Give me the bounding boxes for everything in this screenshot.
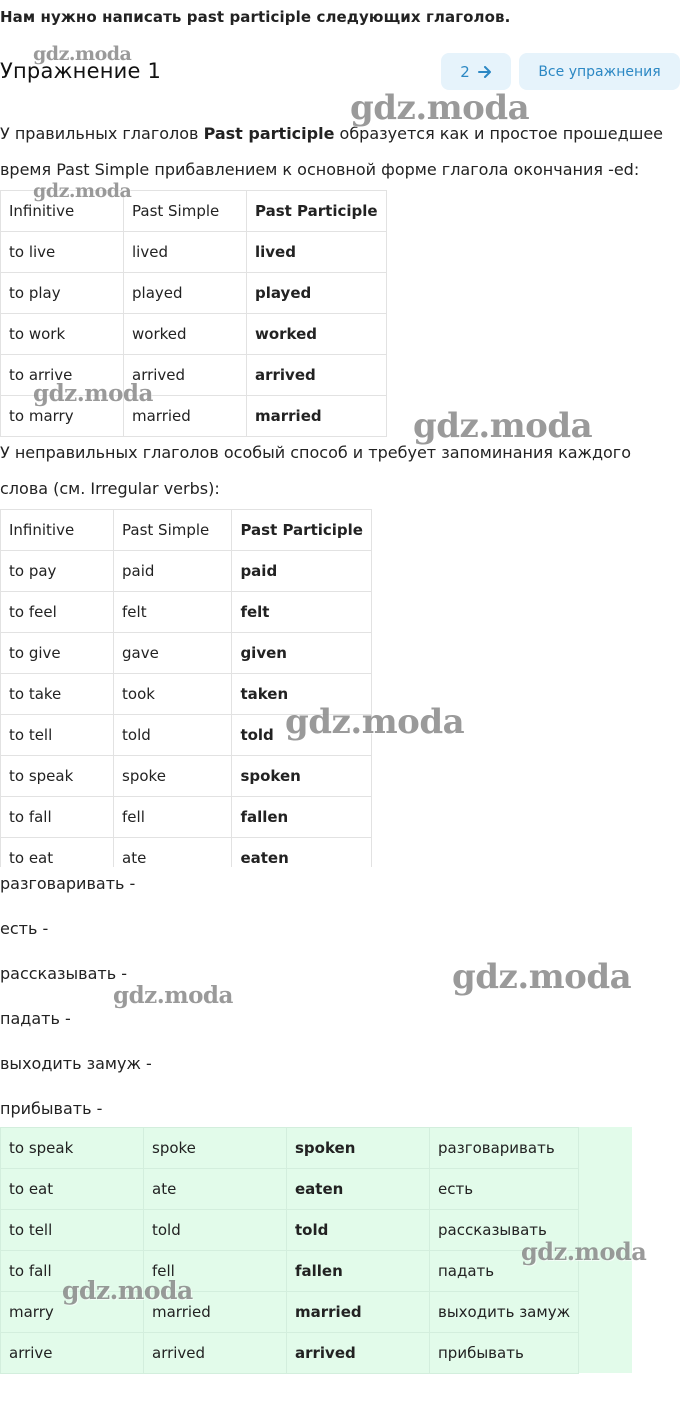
answer-row bbox=[1, 1169, 579, 1210]
next-exercise-number: 2 bbox=[460, 62, 470, 81]
column-header: Past Simple bbox=[124, 191, 247, 232]
table-cell: to feel bbox=[1, 592, 114, 633]
table-cell: arrived bbox=[287, 1333, 430, 1374]
table-row bbox=[1, 838, 372, 868]
watermark: gdz.moda bbox=[452, 957, 632, 997]
table-cell: lived bbox=[247, 232, 387, 273]
answer-row bbox=[1, 1333, 579, 1374]
table-cell: told bbox=[144, 1210, 287, 1251]
table-cell: married bbox=[124, 396, 247, 437]
table-cell: fell bbox=[114, 797, 232, 838]
column-header: Past Participle bbox=[232, 510, 372, 551]
table-cell: to speak bbox=[1, 756, 114, 797]
watermark: gdz.moda bbox=[33, 43, 132, 65]
column-header: Past Simple bbox=[114, 510, 232, 551]
next-exercise-button[interactable] bbox=[441, 53, 511, 90]
task-text: Нам нужно написать past participle следующих глаголов. bbox=[0, 8, 511, 26]
table-cell: married bbox=[247, 396, 387, 437]
answer-table bbox=[0, 1127, 579, 1374]
table-cell: arrived bbox=[124, 355, 247, 396]
column-header: Infinitive bbox=[1, 510, 114, 551]
table-cell: to eat bbox=[1, 1169, 144, 1210]
word-list-item: падать - bbox=[0, 1009, 71, 1028]
table-cell: fallen bbox=[232, 797, 372, 838]
all-exercises-button[interactable]: Все упражнения bbox=[519, 53, 680, 90]
word-list-item: прибывать - bbox=[0, 1099, 103, 1118]
table-cell: played bbox=[124, 273, 247, 314]
table-cell: разговаривать bbox=[430, 1128, 579, 1169]
table-cell: married bbox=[287, 1292, 430, 1333]
table-cell: to eat bbox=[1, 838, 114, 868]
table-cell: ate bbox=[114, 838, 232, 868]
table-cell: lived bbox=[124, 232, 247, 273]
table-cell: to give bbox=[1, 633, 114, 674]
table-row bbox=[1, 232, 387, 273]
table-cell: spoke bbox=[114, 756, 232, 797]
table-cell: to play bbox=[1, 273, 124, 314]
watermark: gdz.moda bbox=[62, 1276, 193, 1305]
table-cell: told bbox=[287, 1210, 430, 1251]
exercise-heading: Упражнение 1 bbox=[0, 59, 162, 83]
table-cell: to fall bbox=[1, 1251, 144, 1292]
table-cell: arrived bbox=[144, 1333, 287, 1374]
table-cell: played bbox=[247, 273, 387, 314]
table-cell: падать bbox=[430, 1251, 579, 1292]
table-cell: worked bbox=[124, 314, 247, 355]
table-cell: to tell bbox=[1, 1210, 144, 1251]
table-cell: paid bbox=[232, 551, 372, 592]
table-row bbox=[1, 797, 372, 838]
table-cell: arrived bbox=[247, 355, 387, 396]
table-row bbox=[1, 756, 372, 797]
table-cell: прибывать bbox=[430, 1333, 579, 1374]
irregular-intro: У неправильных глаголов особый способ и требует запоминания каждого слова (см. Irregular verbs): bbox=[0, 443, 631, 498]
table-cell: to take bbox=[1, 674, 114, 715]
watermark: gdz.moda bbox=[285, 702, 465, 742]
table-row bbox=[1, 592, 372, 633]
table-cell: told bbox=[232, 715, 372, 756]
answer-row bbox=[1, 1210, 579, 1251]
table-cell: eaten bbox=[232, 838, 372, 868]
table-cell: to tell bbox=[1, 715, 114, 756]
table-cell: fallen bbox=[287, 1251, 430, 1292]
table-cell: выходить замуж bbox=[430, 1292, 579, 1333]
table-cell: spoken bbox=[287, 1128, 430, 1169]
irregular-table-viewport bbox=[0, 509, 372, 867]
table-row bbox=[1, 273, 387, 314]
arrow-right-icon bbox=[478, 66, 492, 78]
table-cell: paid bbox=[114, 551, 232, 592]
table-cell: told bbox=[114, 715, 232, 756]
watermark: gdz.moda bbox=[33, 180, 132, 202]
table-cell: took bbox=[114, 674, 232, 715]
table-cell: given bbox=[232, 633, 372, 674]
table-cell: to speak bbox=[1, 1128, 144, 1169]
table-cell: arrive bbox=[1, 1333, 144, 1374]
table-cell: to marry bbox=[1, 396, 124, 437]
table-cell: fell bbox=[144, 1251, 287, 1292]
table-cell: worked bbox=[247, 314, 387, 355]
regular-intro: У правильных глаголов Past participle образуется как и простое прошедшее время Past Simple прибавлением к основной форме глагола окончания -ed: bbox=[0, 124, 664, 179]
column-header: Past Participle bbox=[247, 191, 387, 232]
table-cell: to live bbox=[1, 232, 124, 273]
table-cell: marry bbox=[1, 1292, 144, 1333]
word-list-item: разговаривать - bbox=[0, 874, 136, 893]
answer-row bbox=[1, 1128, 579, 1169]
table-cell: married bbox=[144, 1292, 287, 1333]
table-header-row bbox=[1, 510, 372, 551]
table-row bbox=[1, 633, 372, 674]
table-row bbox=[1, 551, 372, 592]
column-header: Infinitive bbox=[1, 191, 124, 232]
watermark: gdz.moda bbox=[413, 406, 593, 446]
table-cell: есть bbox=[430, 1169, 579, 1210]
table-cell: to work bbox=[1, 314, 124, 355]
table-cell: to fall bbox=[1, 797, 114, 838]
watermark: gdz.moda bbox=[521, 1237, 647, 1266]
table-cell: ate bbox=[144, 1169, 287, 1210]
table-cell: рассказывать bbox=[430, 1210, 579, 1251]
table-cell: felt bbox=[114, 592, 232, 633]
table-cell: to pay bbox=[1, 551, 114, 592]
irregular-verbs-table bbox=[0, 509, 372, 867]
word-list-item: выходить замуж - bbox=[0, 1054, 152, 1073]
table-cell: felt bbox=[232, 592, 372, 633]
word-list-item: есть - bbox=[0, 919, 49, 938]
table-cell: taken bbox=[232, 674, 372, 715]
watermark: gdz.moda bbox=[113, 982, 233, 1009]
watermark: gdz.moda bbox=[350, 88, 530, 128]
table-row bbox=[1, 314, 387, 355]
table-cell: to arrive bbox=[1, 355, 124, 396]
table-cell: eaten bbox=[287, 1169, 430, 1210]
table-cell: spoken bbox=[232, 756, 372, 797]
table-cell: spoke bbox=[144, 1128, 287, 1169]
watermark: gdz.moda bbox=[33, 380, 153, 407]
word-list-item: рассказывать - bbox=[0, 964, 128, 983]
table-cell: gave bbox=[114, 633, 232, 674]
